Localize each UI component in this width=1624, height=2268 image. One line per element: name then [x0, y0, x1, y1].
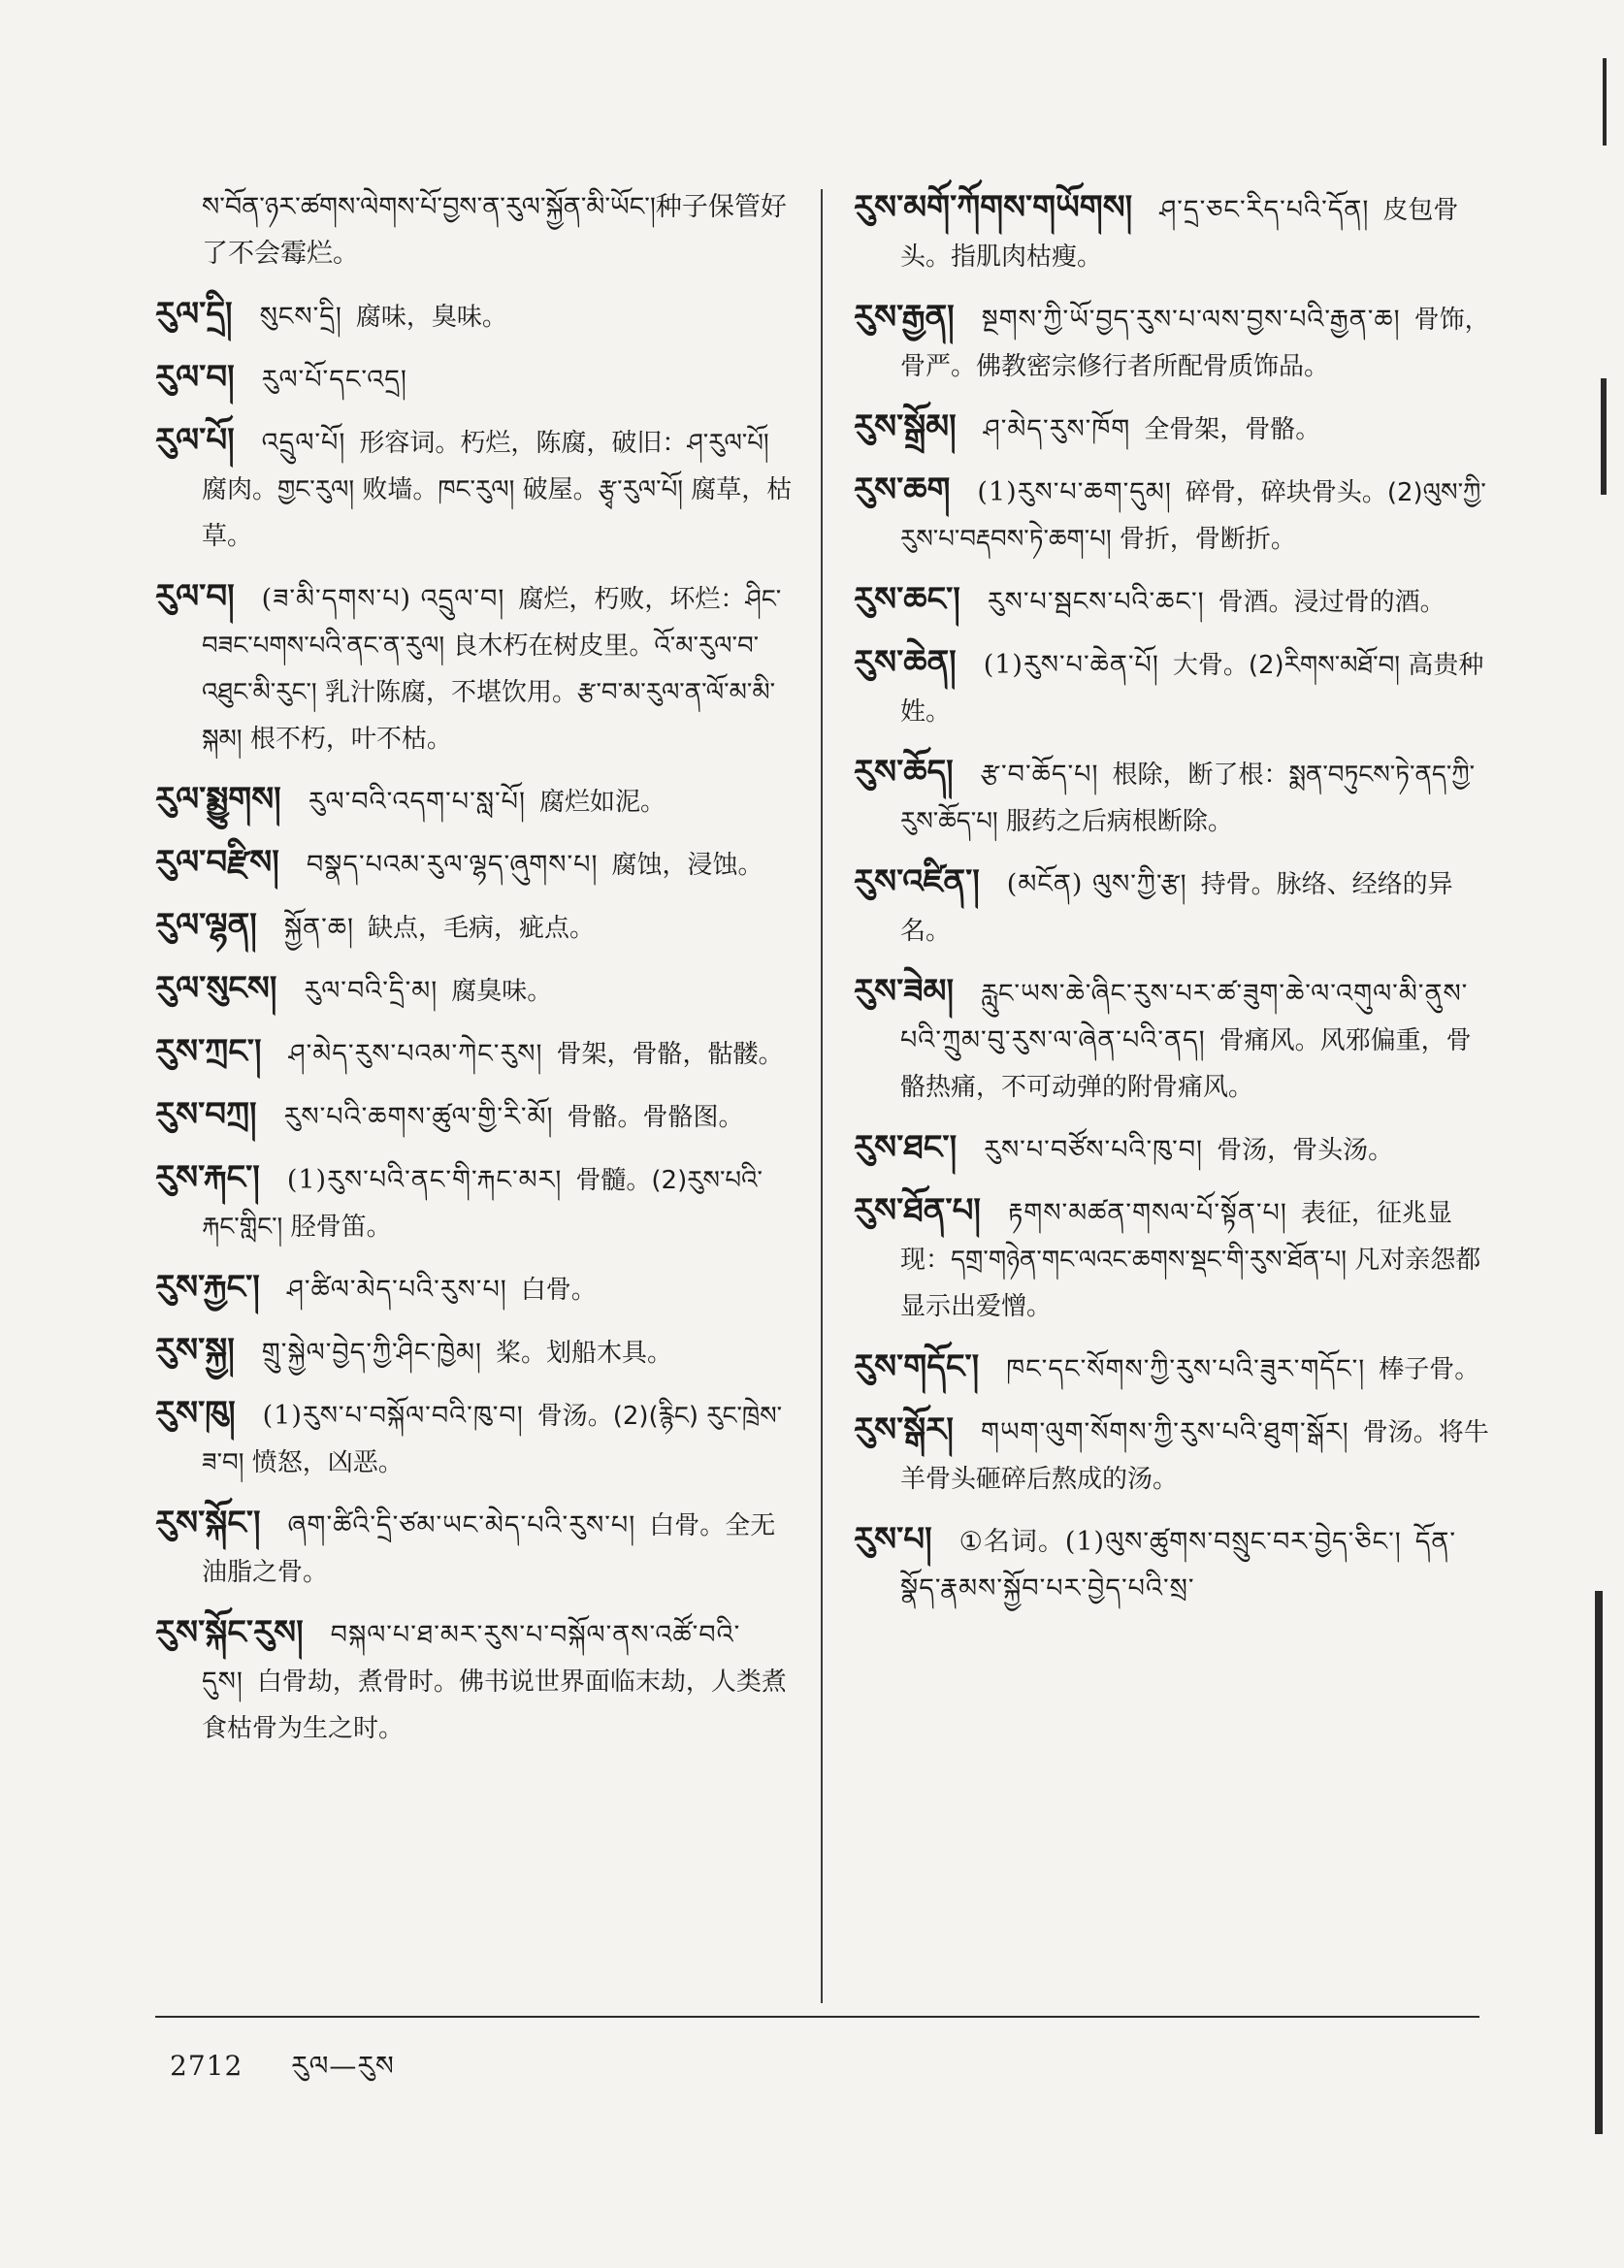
list-item: རུས་སྒྲོམ། ཤ་མེད་རུས་ཁོག 全骨架，骨骼。 — [854, 407, 1321, 446]
list-item: རུས་འཛིན་། (མངོན) ལུས་ཀྱི་རྩ། 持骨。脉络、经络的异名。 — [854, 862, 1453, 946]
list-item: རུས་ཆེན། (1)རུས་པ་ཆེན་པོ། 大骨。(2)རིགས་མཐོ་བ། 高贵种姓。 — [854, 643, 1484, 727]
binding-marks — [1566, 0, 1624, 2268]
margin-mark — [1595, 1591, 1603, 2134]
list-item: རུས་རྐྱང་། ཤ་ཚིལ་མེད་པའི་རུས་པ། 白骨。 — [155, 1268, 597, 1307]
left-column — [155, 184, 796, 1766]
list-item: རུལ་ལྷན། སྐྱོན་ཆ། 缺点，毛病，疵点。 — [155, 906, 595, 945]
list-item: རུས་པ། ①名词。(1)ལུས་ཚུགས་བསྲུང་བར་བྱེད་ཅིང་། དོན་སྣོད་རྣམས་སྐྱོབ་པར་བྱེད་པའི་སྲ་ — [854, 1520, 1457, 1604]
list-item: ས་བོན་ཉར་ཚགས་ལེགས་པོ་བྱས་ན་རུལ་སྐྱོན་མི་ཡོང་།种子保管好了不会霉烂。 — [202, 192, 787, 269]
list-item: རུས་ཐོན་པ། རྟགས་མཚན་གསལ་པོ་སྟོན་པ། 表征，征兆显现：དགྲ་གཉེན་གང་ལའང་ཆགས་སྡང་གི་རུས་ཐོན་པ། 凡对亲怨都显示出爱憎。 — [854, 1191, 1481, 1321]
list-item: རུལ་བ། རུལ་པོ་དང་འདྲ། — [155, 358, 407, 397]
list-item: རུས་མགོ་ཀོགས་གཡོགས། ཤ་དྲ་ཅང་རིད་པའི་དོན། 皮包骨头。指肌肉枯瘦。 — [854, 188, 1459, 272]
list-item: རུས་ཆོད། རྩ་བ་ཆོད་པ། 根除，断了根：སྨན་བཏུངས་ཏེ་ནད་ཀྱི་རུས་ཆོད་པ། 服药之后病根断除。 — [854, 753, 1476, 836]
list-item: རུལ་བརྫིས། བསྣད་པའམ་རུལ་ལྷད་ཞུགས་པ། 腐蚀，浸蚀。 — [155, 843, 763, 882]
list-item: རུས་ཐང་། རུས་པ་བཙོས་པའི་ཁུ་བ། 骨汤，骨头汤。 — [854, 1128, 1394, 1167]
list-item: རུལ་དྲི། སུངས་དྲི། 腐味，臭味。 — [155, 295, 507, 334]
right-column — [854, 184, 1494, 1626]
list-item: རུལ་བ། (ཟ་མི་དགས་པ) འདྲུལ་བ། 腐烂，朽败，坏烂：ཤིང་བཟང་པགས་པའི་ནང་ན་རུལ། 良木朽在树皮里。འོ་མ་རུལ་བ་འཐུང་མི་རུང་། 乳汁陈腐，不堪饮用。རྩ་བ་མ་རུལ་ན་ལོ་མ་མི་སྐམ། 根不朽，叶不枯。 — [155, 577, 782, 754]
list-item: རུས་སྐོང་རུས། བསྐལ་པ་ཐ་མར་རུས་པ་བསྐོལ་ནས་འཚོ་བའི་དུས། 白骨劫，煮骨时。佛书说世界面临末劫，人类煮食枯骨为生之时。 — [155, 1613, 787, 1743]
list-item: རུས་ཆང་། རུས་པ་སྦངས་པའི་ཆང་། 骨酒。浸过骨的酒。 — [854, 580, 1445, 619]
list-item: རུས་ཟེམ། རླུང་ཡས་ཆེ་ཞིང་རུས་པར་ཚ་ཟུག་ཆེ་ལ་འགུལ་མི་ནུས་པའི་ཀྲུམ་བུ་རུས་ལ་ཞེན་པའི་ནད། 骨痛风。风邪偏重，骨骼热痛，不可动弹的附骨痛风。 — [854, 972, 1472, 1102]
list-item: རུས་ཆག (1)རུས་པ་ཆག་དུམ། 碎骨，碎块骨头。(2)ལུས་ཀྱི་རུས་པ་བརྡབས་ཏེ་ཆག་པ། 骨折，骨断折。 — [854, 470, 1486, 554]
margin-mark — [1601, 378, 1607, 495]
column-divider — [821, 189, 823, 2003]
list-item: རུལ་སུངས། རུལ་བའི་དྲི་མ། 腐臭味。 — [155, 969, 553, 1008]
list-item: རུས་ཁུ། (1)རུས་པ་བསྐོལ་བའི་ཁུ་བ། 骨汤。(2)(རྙིང) རུང་ཁྲེས་ཟ་བ། 愤怒，凶恶。 — [155, 1394, 783, 1477]
list-item: རུལ་སྨྱུགས། རུལ་བའི་འདག་པ་སླ་པོ། 腐烂如泥。 — [155, 780, 666, 819]
list-item: རུས་གདོང་། ཁང་དང་སོགས་ཀྱི་རུས་པའི་ཟུར་གདོང་། 棒子骨。 — [854, 1347, 1480, 1386]
list-item: རུས་རྐང་། (1)རུས་པའི་ནང་གི་རྐང་མར། 骨髓。(2)རུས་པའི་རྐང་གླིང་། 胫骨笛。 — [155, 1158, 763, 1242]
list-item: རུས་སྐྱ། གྲུ་སྐྱེལ་བྱེད་ཀྱི་ཤིང་ཁྱེམ། 桨。划船木具。 — [155, 1331, 672, 1370]
footer-rule — [155, 2016, 1479, 2018]
page-footer — [170, 2035, 395, 2112]
list-item: རུས་ཀྲང་། ཤ་མེད་རུས་པའམ་ཀེང་རུས། 骨架，骨骼，骷髅。 — [155, 1032, 784, 1071]
list-item: རུལ་པོ། འདྲུལ་པོ། 形容词。朽烂，陈腐，破旧：ཤ་རུལ་པོ། 腐肉。གྱང་རུལ། 败墙。ཁང་རུལ། 破屋。རྩྭ་རུལ་པོ། 腐草，枯草。 — [155, 421, 793, 551]
page-range: རུལ—རུས — [291, 2050, 395, 2082]
margin-mark — [1603, 58, 1607, 146]
list-item: རུས་སྐོང་། ཞག་ཚིའི་དྲི་ཙམ་ཡང་མེད་པའི་རུས་པ། 白骨。全无油脂之骨。 — [155, 1504, 776, 1587]
page-number: 2712 — [170, 2050, 244, 2082]
list-item: རུས་སྒོར། གཡག་ལུག་སོགས་ཀྱི་རུས་པའི་ཐུག་སྒོར། 骨汤。将牛羊骨头砸碎后熬成的汤。 — [854, 1410, 1489, 1494]
list-item: རུས་རྒྱན། སྔགས་ཀྱི་ཡོ་བྱད་རུས་པ་ལས་བྱས་པའི་རྒྱན་ཆ། 骨饰，骨严。佛教密宗修行者所配骨质饰品。 — [854, 298, 1490, 381]
list-item: རུས་བཀྲ། རུས་པའི་ཆགས་ཚུལ་གྱི་རི་མོ། 骨骼。骨骼图。 — [155, 1095, 744, 1134]
